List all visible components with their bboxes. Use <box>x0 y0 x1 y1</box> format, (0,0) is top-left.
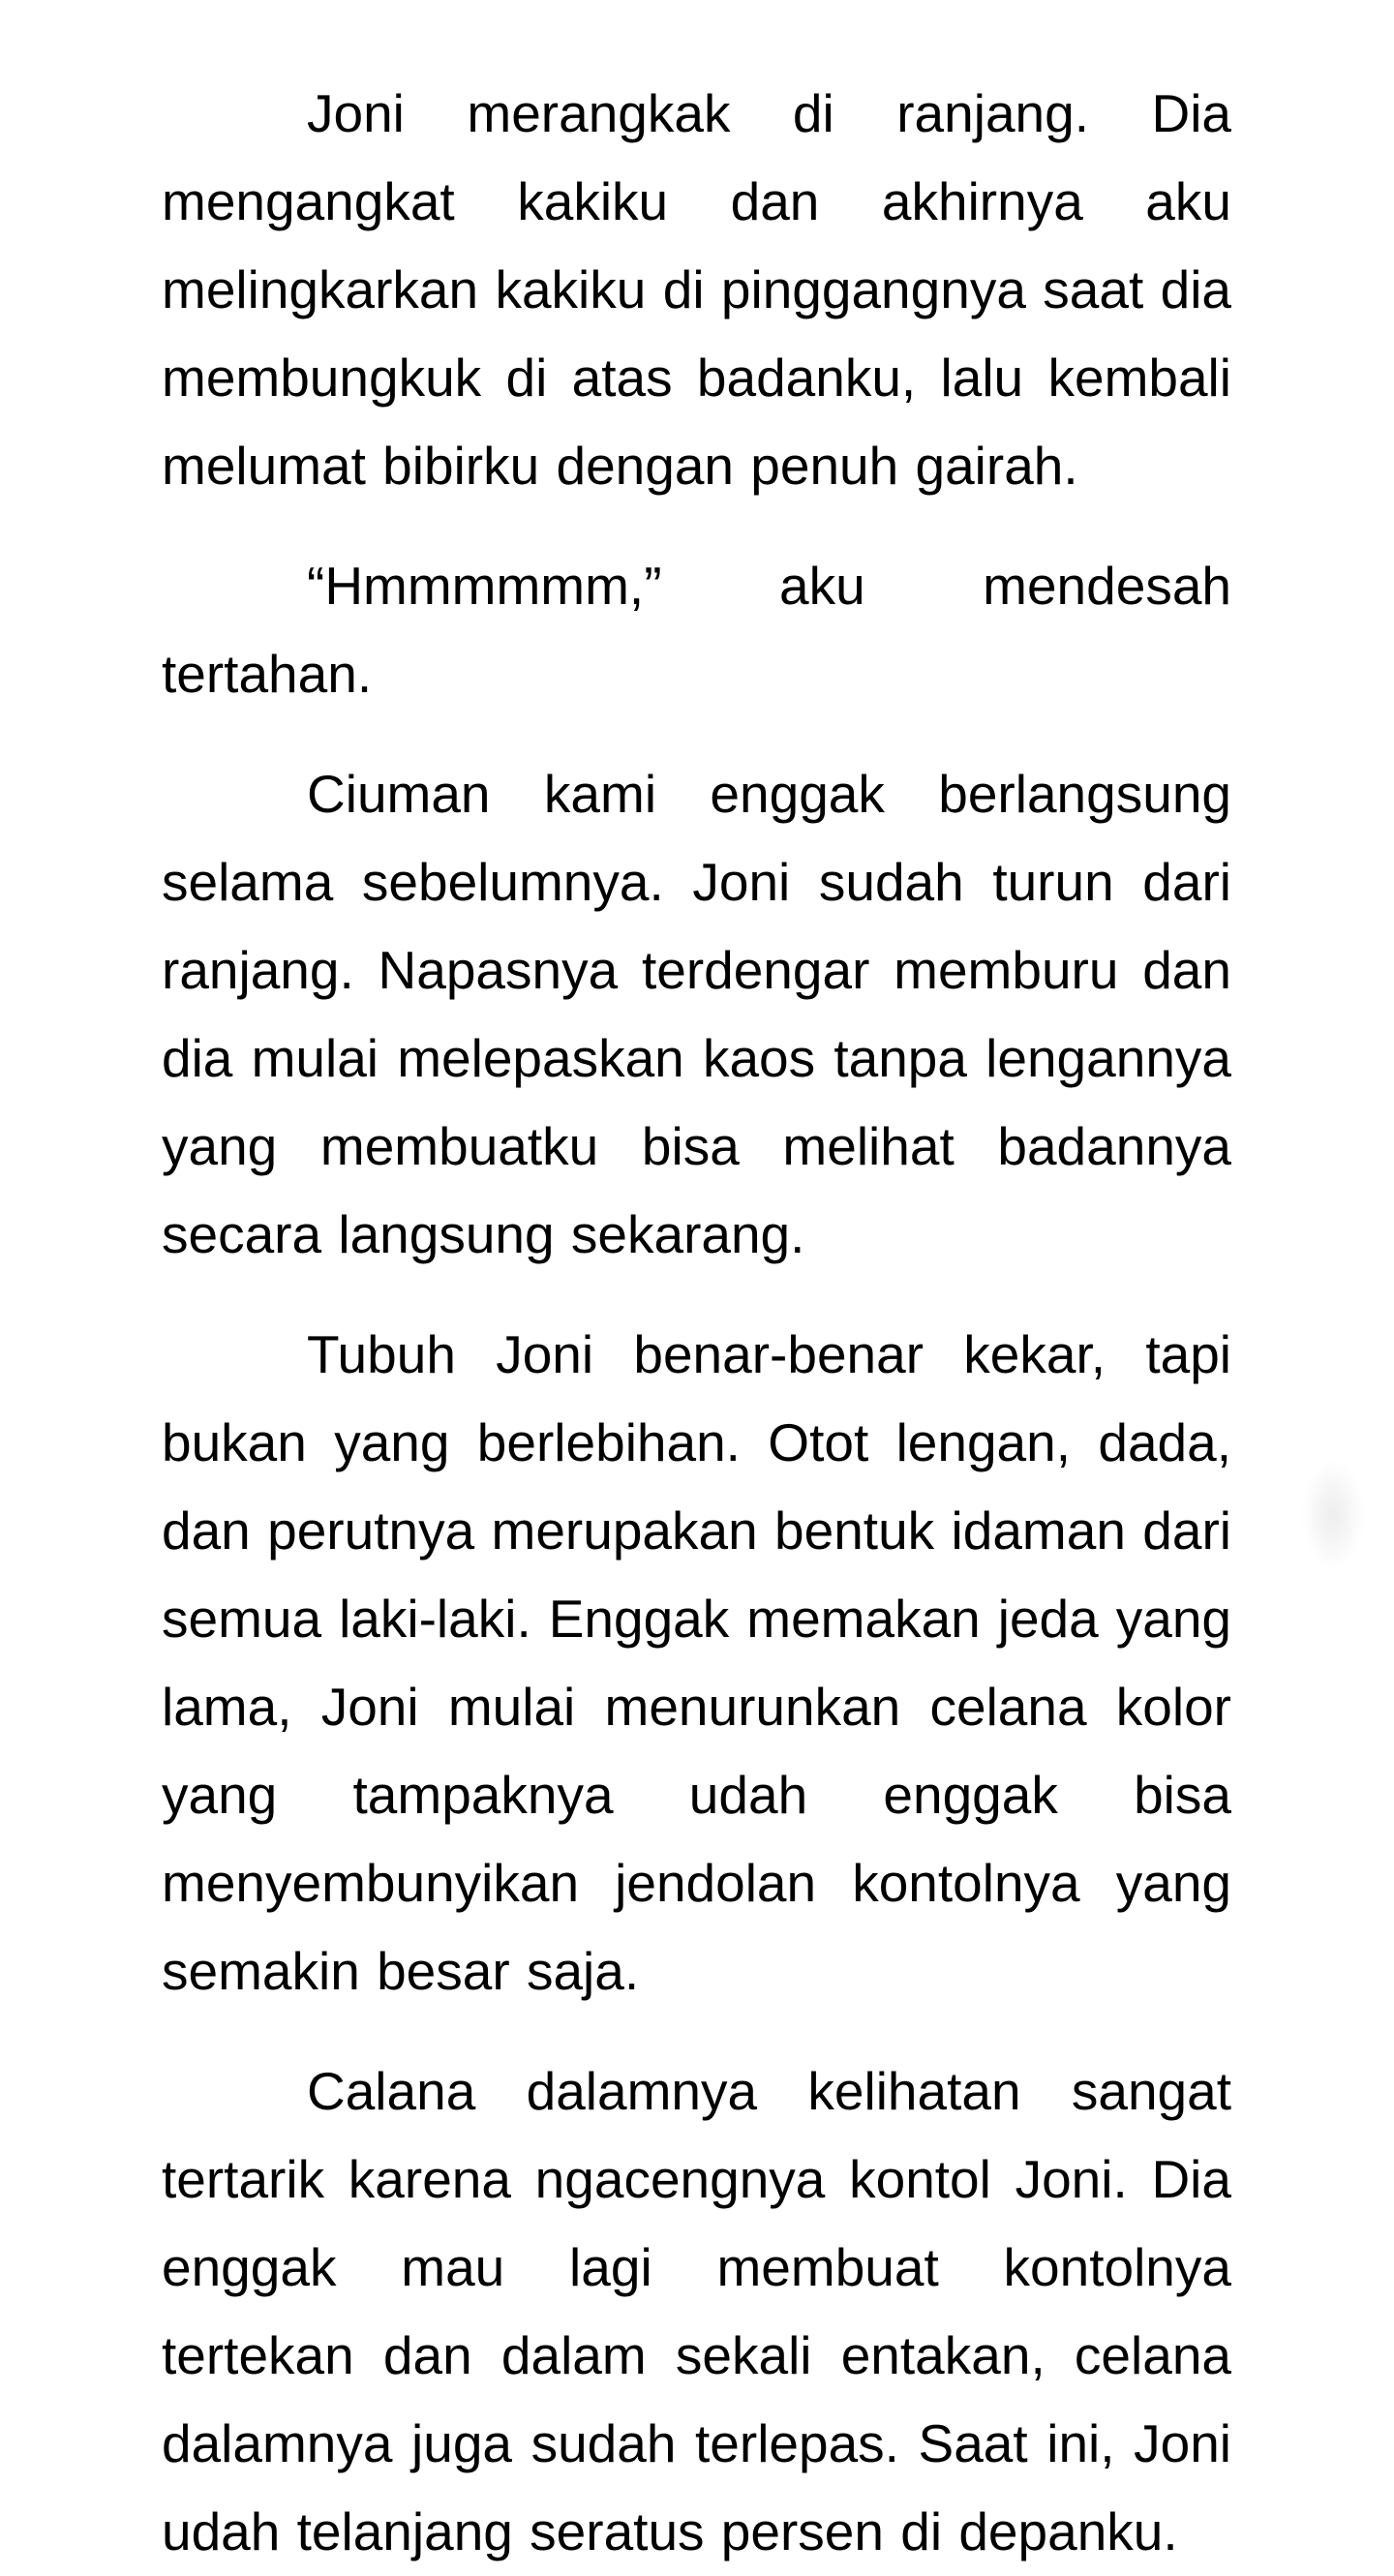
paragraph-3: Ciuman kami enggak berlangsung selama sebelumnya. Joni sudah turun dari ranjang. Napasnya terdengar memburu dan dia mulai melepaskan kaos tanpa lengannya yang membuatku bisa melihat badannya secara langsung sekarang. <box>162 764 1231 1264</box>
paragraph-4: Tubuh Joni benar-benar kekar, tapi bukan yang berlebihan. Otot lengan, dada, dan perutnya merupakan bentuk idaman dari semua laki-laki. Enggak memakan jeda yang lama, Joni mulai menurunkan celana kolor yang tampaknya udah enggak bisa menyembunyikan jendolan kontolnya yang semakin besar saja. <box>162 1324 1231 2001</box>
paragraph-1: Joni merangkak di ranjang. Dia mengangkat kakiku dan akhirnya aku melingkarkan kakiku di pinggangnya saat dia membungkuk di atas badanku, lalu kembali melumat bibirku dengan penuh gairah. <box>162 83 1231 496</box>
paragraph-2: “Hmmmmmm,” aku mendesah tertahan. <box>162 556 1231 704</box>
paragraph-5: Calana dalamnya kelihatan sangat tertarik karena ngacengnya kontol Joni. Dia enggak mau lagi membuat kontolnya tertekan dan dalam sekali entakan, celana dalamnya juga sudah terlepas. Saat ini, Joni udah telanjang seratus persen di depanku. <box>162 2061 1231 2561</box>
